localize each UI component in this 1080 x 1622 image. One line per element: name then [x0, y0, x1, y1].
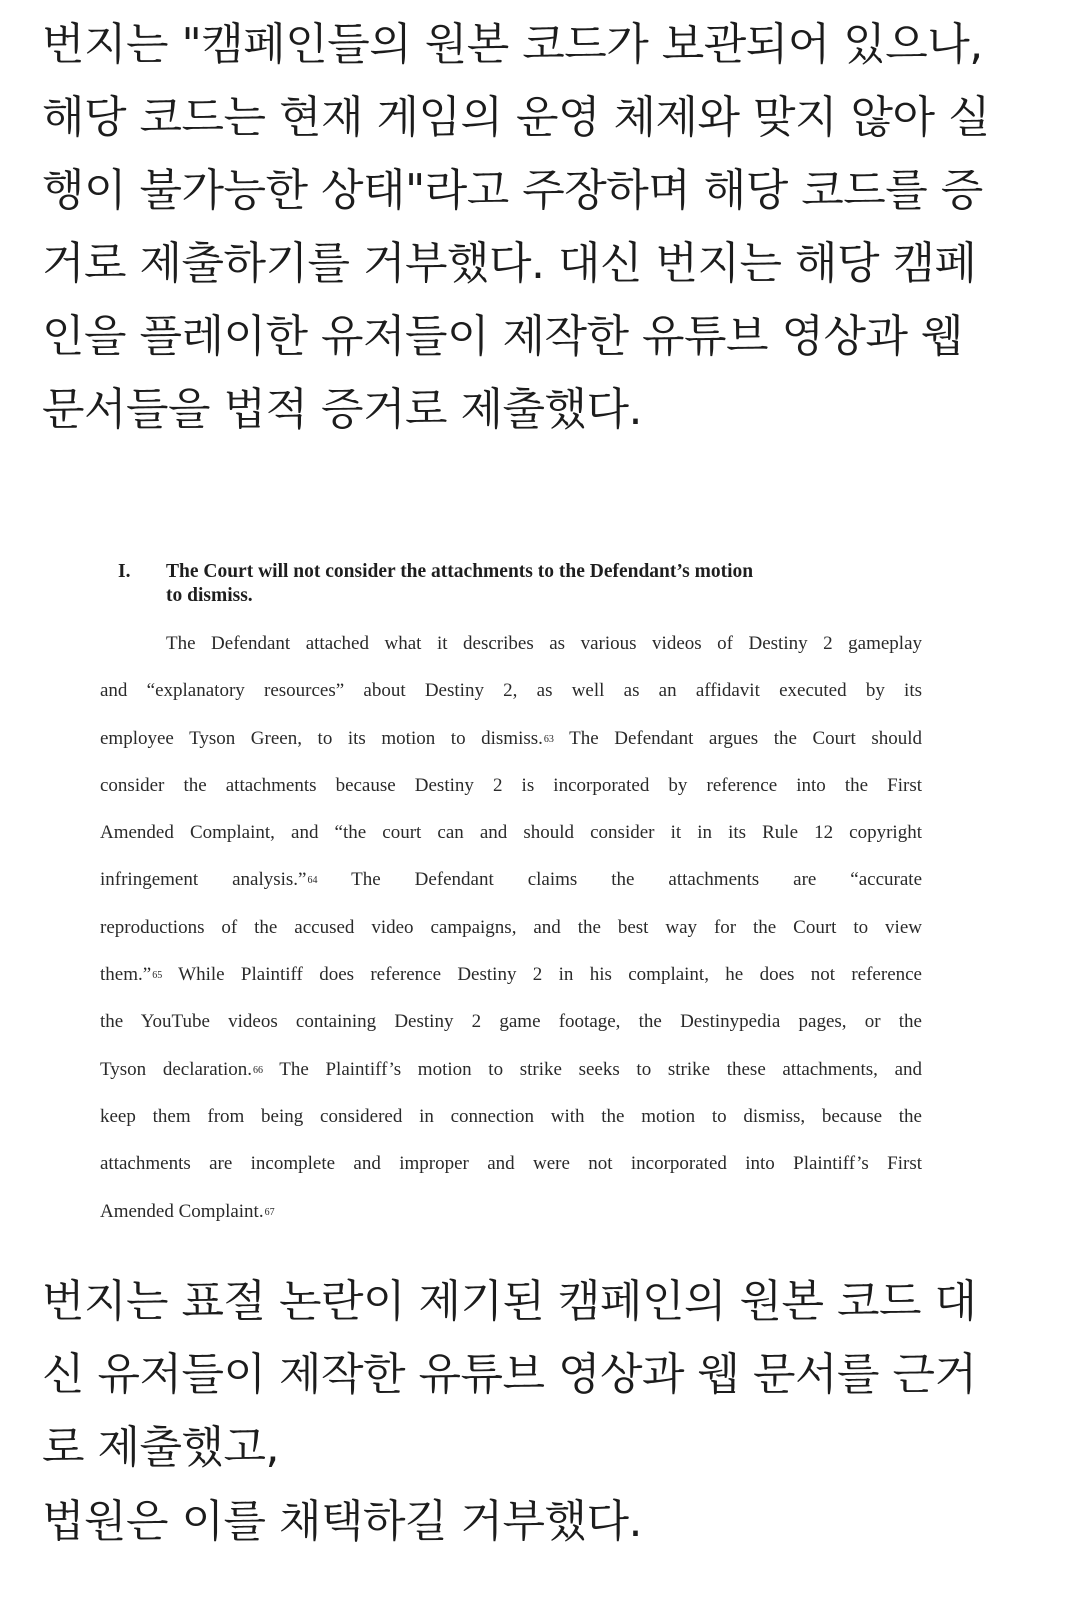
text-line: 번지는 표절 논란이 제기된 캠페인의 원본 코드 대	[42, 1276, 977, 1327]
text-line: 법원은 이를 채택하길 거부했다.	[42, 1496, 642, 1547]
court-document-excerpt	[100, 560, 922, 1235]
line-text: While Plaintiff does reference Destiny 2 in his complaint, he does not reference	[162, 964, 922, 986]
document-body-line: attachments are incomplete and improper and were not incorporated into Plaintiff’s First	[100, 1153, 922, 1175]
document-body-line: the YouTube videos containing Destiny 2 game footage, the Destinypedia pages, or the	[100, 1011, 922, 1033]
document-body-line: consider the attachments because Destiny 2 is incorporated by reference into the First	[100, 774, 922, 796]
section-heading	[100, 560, 922, 608]
korean-paragraph-summary	[42, 1265, 1042, 1484]
text-line: 해당 코드는 현재 게임의 운영 체제와 맞지 않아 실	[42, 92, 990, 143]
footnote-marker: 64	[307, 875, 318, 887]
korean-paragraph-conclusion	[42, 1485, 1042, 1558]
section-title	[166, 560, 922, 608]
footnote-marker: 67	[264, 1206, 275, 1218]
line-text: The Defendant claims the attachments are “accurate	[317, 869, 922, 891]
document-body-line: reproductions of the accused video campaigns, and the best way for the Court to view	[100, 916, 922, 938]
document-body-line: Amended Complaint, and “the court can and should consider it in its Rule 12 copyright	[100, 822, 922, 844]
footnote-marker: 63	[543, 733, 554, 745]
footnote-marker: 65	[152, 970, 163, 982]
line-text: Tyson declaration.	[100, 1058, 252, 1080]
document-body	[100, 620, 922, 1235]
text-line: 문서들을 법적 증거로 제출했다.	[42, 384, 642, 435]
line-text: The Defendant argues the Court should	[553, 727, 923, 749]
section-title-line: The Court will not consider the attachments to the Defendant’s motion	[166, 561, 754, 582]
document-body-line	[100, 1188, 922, 1235]
section-number: I.	[118, 561, 131, 582]
document-body-line	[100, 856, 922, 903]
line-text: Amended Complaint.	[100, 1200, 264, 1222]
korean-paragraph-intro	[42, 8, 1042, 446]
footnote-marker: 66	[252, 1064, 263, 1076]
document-body-line	[100, 1046, 922, 1093]
document-body-line	[100, 715, 922, 762]
line-text: them.”	[100, 964, 152, 986]
text-line: 행이 불가능한 상태"라고 주장하며 해당 코드를 증	[42, 165, 983, 216]
line-text: The Plaintiff’s motion to strike seeks to strike these attachments, and	[262, 1058, 922, 1080]
document-body-line: and “explanatory resources” about Destiny 2, as well as an affidavit executed by its	[100, 680, 922, 702]
line-text: infringement analysis.”	[100, 869, 307, 891]
line-text: employee Tyson Green, to its motion to dismiss.	[100, 727, 543, 749]
document-body-line: The Defendant attached what it describes as various videos of Destiny 2 gameplay	[166, 633, 922, 654]
text-line: 번지는 "캠페인들의 원본 코드가 보관되어 있으나,	[42, 19, 983, 70]
text-line: 로 제출했고,	[42, 1422, 279, 1473]
section-title-line: to dismiss.	[166, 585, 253, 606]
document-body-line: keep them from being considered in connection with the motion to dismiss, because the	[100, 1105, 922, 1127]
document-body-line	[100, 951, 922, 998]
text-line: 신 유저들이 제작한 유튜브 영상과 웹 문서를 근거	[42, 1349, 977, 1400]
text-line: 인을 플레이한 유저들이 제작한 유튜브 영상과 웹	[42, 311, 963, 362]
text-line: 거로 제출하기를 거부했다. 대신 번지는 해당 캠페	[42, 238, 977, 289]
